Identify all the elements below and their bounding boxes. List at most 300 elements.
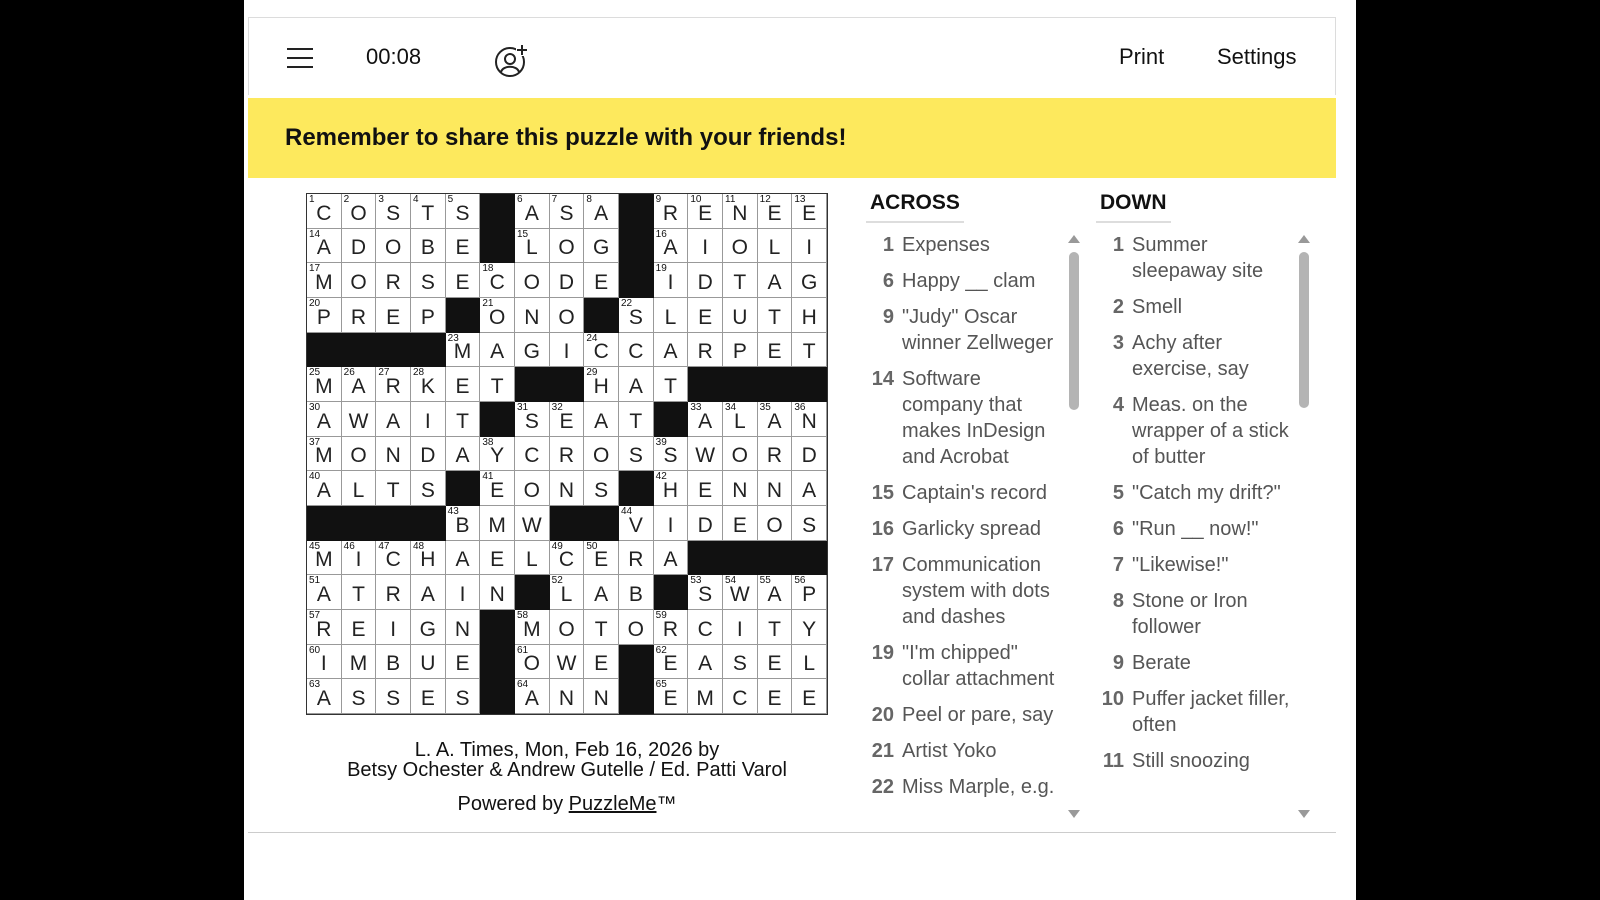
grid-cell[interactable] bbox=[723, 506, 758, 541]
grid-cell[interactable] bbox=[723, 471, 758, 506]
grid-cell[interactable] bbox=[376, 194, 411, 229]
grid-cell[interactable] bbox=[342, 645, 377, 680]
cell-letter: O bbox=[350, 444, 367, 468]
grid-cell[interactable] bbox=[550, 402, 585, 437]
grid-cell[interactable] bbox=[619, 575, 654, 610]
grid-cell[interactable] bbox=[515, 298, 550, 333]
cell-letter: N bbox=[732, 478, 748, 502]
grid-cell[interactable] bbox=[446, 229, 481, 264]
grid-cell[interactable] bbox=[758, 298, 793, 333]
grid-cell[interactable] bbox=[411, 610, 446, 645]
grid-cell[interactable] bbox=[411, 541, 446, 576]
grid-cell[interactable] bbox=[515, 263, 550, 298]
clue-number: 14 bbox=[871, 368, 894, 390]
cell-letter: C bbox=[732, 686, 748, 710]
cell-number: 23 bbox=[447, 332, 459, 344]
grid-cell[interactable] bbox=[584, 541, 619, 576]
scrollbar-thumb[interactable] bbox=[1069, 252, 1079, 410]
grid-cell[interactable] bbox=[480, 471, 515, 506]
menu-icon[interactable] bbox=[287, 48, 313, 68]
down-clue[interactable] bbox=[1092, 516, 1292, 542]
grid-cell[interactable] bbox=[654, 263, 689, 298]
grid-cell[interactable] bbox=[584, 471, 619, 506]
grid-cell[interactable] bbox=[480, 367, 515, 402]
grid-cell[interactable] bbox=[792, 298, 827, 333]
across-clue[interactable] bbox=[862, 268, 1062, 294]
grid-cell[interactable] bbox=[723, 575, 758, 610]
grid-cell[interactable] bbox=[792, 506, 827, 541]
grid-cell[interactable] bbox=[550, 610, 585, 645]
grid-cell[interactable] bbox=[792, 679, 827, 714]
cell-letter: O bbox=[731, 444, 748, 468]
grid-cell[interactable] bbox=[550, 263, 585, 298]
grid-cell[interactable] bbox=[411, 229, 446, 264]
grid-cell[interactable] bbox=[376, 541, 411, 576]
grid-cell[interactable] bbox=[446, 679, 481, 714]
cell-letter: P bbox=[802, 582, 817, 606]
grid-cell[interactable] bbox=[307, 645, 342, 680]
cell-letter: I bbox=[563, 340, 570, 364]
grid-cell[interactable] bbox=[307, 541, 342, 576]
down-clue[interactable] bbox=[1092, 650, 1292, 676]
grid-cell[interactable] bbox=[446, 333, 481, 368]
grid-cell[interactable] bbox=[654, 298, 689, 333]
cell-letter: L bbox=[768, 236, 781, 260]
grid-cell[interactable] bbox=[411, 645, 446, 680]
grid-cell[interactable] bbox=[584, 263, 619, 298]
grid-cell[interactable] bbox=[654, 679, 689, 714]
grid-cell[interactable] bbox=[550, 298, 585, 333]
across-heading[interactable]: ACROSS bbox=[866, 191, 964, 223]
across-clue[interactable] bbox=[862, 640, 1062, 692]
grid-cell[interactable] bbox=[411, 471, 446, 506]
grid-cell[interactable] bbox=[342, 298, 377, 333]
across-clue-list[interactable] bbox=[862, 232, 1062, 830]
grid-cell[interactable] bbox=[654, 645, 689, 680]
grid-cell[interactable] bbox=[446, 263, 481, 298]
grid-cell[interactable] bbox=[792, 402, 827, 437]
grid-cell[interactable] bbox=[584, 194, 619, 229]
cell-letter: D bbox=[697, 270, 713, 294]
down-clue[interactable] bbox=[1092, 588, 1292, 640]
grid-cell[interactable] bbox=[792, 194, 827, 229]
grid-cell[interactable] bbox=[411, 437, 446, 472]
across-clue[interactable] bbox=[862, 774, 1062, 800]
grid-cell[interactable] bbox=[480, 437, 515, 472]
grid-cell[interactable] bbox=[619, 402, 654, 437]
grid-cell[interactable] bbox=[758, 402, 793, 437]
clue-number: 4 bbox=[1112, 394, 1124, 416]
grid-cell[interactable] bbox=[515, 402, 550, 437]
grid-cell[interactable] bbox=[584, 333, 619, 368]
grid-cell[interactable] bbox=[688, 610, 723, 645]
grid-cell[interactable] bbox=[342, 263, 377, 298]
add-friend-icon[interactable] bbox=[494, 44, 528, 78]
clue-text: Meas. on the wrapper of a stick of butter bbox=[1132, 394, 1289, 468]
cell-number: 34 bbox=[725, 402, 737, 413]
cell-letter: N bbox=[558, 478, 575, 502]
grid-cell[interactable] bbox=[411, 298, 446, 333]
cell-letter: B bbox=[455, 513, 470, 537]
grid-cell[interactable] bbox=[550, 575, 585, 610]
grid-cell[interactable] bbox=[584, 645, 619, 680]
grid-cell[interactable] bbox=[723, 402, 758, 437]
grid-cell[interactable] bbox=[411, 367, 446, 402]
cell-letter: S bbox=[420, 478, 435, 502]
grid-cell[interactable] bbox=[480, 541, 515, 576]
cell-number: 47 bbox=[378, 540, 390, 552]
cell-letter: R bbox=[385, 270, 401, 294]
grid-cell[interactable] bbox=[792, 229, 827, 264]
scroll-down-icon[interactable] bbox=[1298, 810, 1310, 818]
grid-cell[interactable] bbox=[723, 229, 758, 264]
grid-cell[interactable] bbox=[688, 575, 723, 610]
cell-number: 17 bbox=[309, 263, 321, 275]
cell-letter: A bbox=[767, 582, 782, 606]
grid-cell[interactable] bbox=[688, 506, 723, 541]
cell-letter: E bbox=[455, 374, 470, 398]
clue-text: Achy after exercise, say bbox=[1132, 332, 1249, 380]
grid-cell[interactable] bbox=[307, 229, 342, 264]
grid-cell[interactable] bbox=[550, 194, 585, 229]
grid-cell[interactable] bbox=[342, 679, 377, 714]
grid-cell[interactable] bbox=[619, 333, 654, 368]
grid-cell[interactable] bbox=[515, 645, 550, 680]
grid-cell[interactable] bbox=[307, 402, 342, 437]
grid-cell[interactable] bbox=[480, 333, 515, 368]
cell-number: 13 bbox=[794, 194, 806, 205]
grid-cell[interactable] bbox=[723, 437, 758, 472]
grid-cell[interactable] bbox=[792, 333, 827, 368]
grid-cell[interactable] bbox=[342, 402, 377, 437]
grid-cell[interactable] bbox=[758, 645, 793, 680]
grid-cell[interactable] bbox=[584, 367, 619, 402]
cell-letter: E bbox=[663, 652, 678, 676]
cell-letter: N bbox=[593, 686, 609, 710]
clue-number: 15 bbox=[871, 482, 894, 504]
grid-cell[interactable] bbox=[411, 575, 446, 610]
grid-cell[interactable] bbox=[376, 679, 411, 714]
cell-number: 42 bbox=[655, 471, 667, 483]
grid-cell[interactable] bbox=[376, 437, 411, 472]
grid-cell[interactable] bbox=[411, 194, 446, 229]
grid-cell[interactable] bbox=[376, 645, 411, 680]
grid-cell[interactable] bbox=[584, 229, 619, 264]
across-clue[interactable] bbox=[862, 702, 1062, 728]
clue-text: "Judy" Oscar winner Zellweger bbox=[902, 306, 1054, 354]
grid-cell[interactable] bbox=[515, 437, 550, 472]
grid-cell[interactable] bbox=[376, 263, 411, 298]
grid-cell[interactable] bbox=[688, 645, 723, 680]
cell-letter: S bbox=[455, 201, 470, 225]
down-scrollbar[interactable] bbox=[1297, 232, 1311, 818]
down-clue[interactable] bbox=[1092, 748, 1292, 774]
grid-cell[interactable] bbox=[723, 333, 758, 368]
grid-cell[interactable] bbox=[480, 575, 515, 610]
grid-cell[interactable] bbox=[758, 471, 793, 506]
down-clue[interactable] bbox=[1092, 232, 1292, 284]
clue-text: "Run __ now!" bbox=[1132, 518, 1259, 540]
grid-cell[interactable] bbox=[480, 298, 515, 333]
grid-cell[interactable] bbox=[376, 610, 411, 645]
grid-cell[interactable] bbox=[792, 437, 827, 472]
down-clue[interactable] bbox=[1092, 330, 1292, 382]
down-clue-list[interactable] bbox=[1092, 232, 1292, 830]
cell-letter: A bbox=[663, 548, 678, 572]
grid-cell[interactable] bbox=[619, 437, 654, 472]
cell-letter: M bbox=[696, 686, 714, 710]
across-clue[interactable] bbox=[862, 516, 1062, 542]
grid-cell[interactable] bbox=[342, 471, 377, 506]
grid-cell[interactable] bbox=[550, 679, 585, 714]
grid-cell[interactable] bbox=[307, 471, 342, 506]
black-square bbox=[584, 506, 619, 541]
grid-cell[interactable] bbox=[515, 610, 550, 645]
grid-cell[interactable] bbox=[446, 194, 481, 229]
grid-cell[interactable] bbox=[758, 679, 793, 714]
across-clue[interactable] bbox=[862, 232, 1062, 258]
grid-cell[interactable] bbox=[550, 333, 585, 368]
grid-cell[interactable] bbox=[550, 645, 585, 680]
grid-cell[interactable] bbox=[376, 229, 411, 264]
grid-cell[interactable] bbox=[342, 610, 377, 645]
across-clue[interactable] bbox=[862, 366, 1062, 470]
across-clue[interactable] bbox=[862, 738, 1062, 764]
grid-cell[interactable] bbox=[792, 610, 827, 645]
grid-cell[interactable] bbox=[376, 471, 411, 506]
grid-cell[interactable] bbox=[688, 298, 723, 333]
down-clue[interactable] bbox=[1092, 480, 1292, 506]
grid-cell[interactable] bbox=[758, 229, 793, 264]
cell-letter: E bbox=[663, 686, 678, 710]
grid-cell[interactable] bbox=[376, 575, 411, 610]
cell-letter: O bbox=[558, 236, 575, 260]
grid-cell[interactable] bbox=[480, 506, 515, 541]
grid-cell[interactable] bbox=[758, 263, 793, 298]
grid-cell[interactable] bbox=[515, 541, 550, 576]
grid-cell[interactable] bbox=[446, 402, 481, 437]
cell-letter: E bbox=[490, 478, 505, 502]
cell-number: 30 bbox=[309, 402, 321, 413]
grid-cell[interactable] bbox=[515, 679, 550, 714]
grid-cell[interactable] bbox=[307, 194, 342, 229]
grid-cell[interactable] bbox=[376, 298, 411, 333]
grid-cell[interactable] bbox=[411, 263, 446, 298]
grid-cell[interactable] bbox=[584, 437, 619, 472]
cell-letter: L bbox=[664, 305, 677, 329]
cell-letter: M bbox=[315, 444, 333, 468]
cell-letter: S bbox=[732, 652, 747, 676]
grid-cell[interactable] bbox=[307, 575, 342, 610]
grid-cell[interactable] bbox=[758, 437, 793, 472]
grid-cell[interactable] bbox=[342, 437, 377, 472]
grid-cell[interactable] bbox=[584, 575, 619, 610]
grid-cell[interactable] bbox=[550, 471, 585, 506]
cell-number: 2 bbox=[343, 194, 350, 205]
grid-cell[interactable] bbox=[515, 471, 550, 506]
grid-cell[interactable] bbox=[654, 506, 689, 541]
grid-cell[interactable] bbox=[688, 402, 723, 437]
grid-cell[interactable] bbox=[342, 194, 377, 229]
cell-letter: A bbox=[316, 236, 331, 260]
grid-cell[interactable] bbox=[758, 610, 793, 645]
cell-letter: I bbox=[702, 236, 709, 260]
down-clue[interactable] bbox=[1092, 552, 1292, 578]
grid-cell[interactable] bbox=[723, 194, 758, 229]
cell-number: 3 bbox=[378, 194, 384, 205]
cell-letter: L bbox=[560, 582, 573, 606]
grid-cell[interactable] bbox=[515, 506, 550, 541]
credits-line-1: L. A. Times, Mon, Feb 16, 2026 by bbox=[414, 739, 720, 761]
cell-letter: E bbox=[420, 686, 435, 710]
grid-cell[interactable] bbox=[723, 645, 758, 680]
down-clue[interactable] bbox=[1092, 392, 1292, 470]
grid-cell[interactable] bbox=[515, 229, 550, 264]
grid-cell[interactable] bbox=[342, 367, 377, 402]
grid-cell[interactable] bbox=[792, 263, 827, 298]
grid-cell[interactable] bbox=[446, 506, 481, 541]
grid-cell[interactable] bbox=[515, 194, 550, 229]
cell-number: 51 bbox=[309, 575, 321, 587]
clue-text: Puffer jacket filler, often bbox=[1132, 688, 1290, 736]
grid-cell[interactable] bbox=[446, 645, 481, 680]
grid-cell[interactable] bbox=[307, 298, 342, 333]
grid-cell[interactable] bbox=[550, 541, 585, 576]
grid-cell[interactable] bbox=[654, 333, 689, 368]
grid-cell[interactable] bbox=[376, 402, 411, 437]
cell-letter: L bbox=[352, 478, 365, 502]
grid-cell[interactable] bbox=[654, 194, 689, 229]
print-button[interactable]: Print bbox=[1119, 44, 1165, 69]
scroll-up-icon[interactable] bbox=[1298, 235, 1310, 243]
cell-letter: A bbox=[767, 270, 782, 294]
grid-cell[interactable] bbox=[758, 194, 793, 229]
grid-cell[interactable] bbox=[446, 541, 481, 576]
grid-cell[interactable] bbox=[619, 506, 654, 541]
grid-cell[interactable] bbox=[688, 437, 723, 472]
cell-letter: T bbox=[352, 582, 365, 606]
grid-cell[interactable] bbox=[480, 263, 515, 298]
cell-letter: O bbox=[627, 617, 644, 641]
grid-cell[interactable] bbox=[723, 263, 758, 298]
grid-cell[interactable] bbox=[619, 541, 654, 576]
grid-cell[interactable] bbox=[792, 575, 827, 610]
grid-cell[interactable] bbox=[584, 610, 619, 645]
grid-cell[interactable] bbox=[342, 575, 377, 610]
grid-cell[interactable] bbox=[446, 437, 481, 472]
grid-cell[interactable] bbox=[550, 229, 585, 264]
across-clue[interactable] bbox=[862, 552, 1062, 630]
toolbar bbox=[248, 17, 1336, 95]
grid-cell[interactable] bbox=[688, 229, 723, 264]
grid-cell[interactable] bbox=[307, 437, 342, 472]
grid-cell[interactable] bbox=[654, 541, 689, 576]
grid-cell[interactable] bbox=[792, 471, 827, 506]
grid-cell[interactable] bbox=[619, 367, 654, 402]
grid-cell[interactable] bbox=[688, 263, 723, 298]
across-clue[interactable] bbox=[862, 304, 1062, 356]
grid-cell[interactable] bbox=[723, 298, 758, 333]
down-clue[interactable] bbox=[1092, 294, 1292, 320]
grid-cell[interactable] bbox=[688, 333, 723, 368]
grid-cell[interactable] bbox=[307, 679, 342, 714]
grid-cell[interactable] bbox=[723, 679, 758, 714]
cell-letter: O bbox=[488, 305, 506, 329]
clue-number: 10 bbox=[1101, 688, 1124, 710]
crossword-grid bbox=[306, 193, 828, 715]
clue-number: 5 bbox=[1112, 482, 1124, 504]
grid-cell[interactable] bbox=[446, 610, 481, 645]
grid-cell[interactable] bbox=[758, 333, 793, 368]
grid-cell[interactable] bbox=[307, 610, 342, 645]
grid-cell[interactable] bbox=[654, 229, 689, 264]
clue-text: "Catch my drift?" bbox=[1132, 482, 1281, 504]
cell-number: 62 bbox=[655, 644, 667, 656]
cell-letter: L bbox=[803, 652, 815, 676]
grid-cell[interactable] bbox=[758, 506, 793, 541]
across-scrollbar[interactable] bbox=[1067, 232, 1081, 818]
grid-cell[interactable] bbox=[619, 610, 654, 645]
grid-cell[interactable] bbox=[654, 610, 689, 645]
grid-cell[interactable] bbox=[515, 333, 550, 368]
puzzleme-link[interactable]: PuzzleMe bbox=[568, 793, 657, 815]
cell-letter: M bbox=[523, 617, 541, 641]
cell-letter: D bbox=[801, 444, 817, 468]
grid-cell[interactable] bbox=[411, 679, 446, 714]
clue-text: "I'm chipped" collar attachment bbox=[902, 642, 1055, 690]
cell-letter: E bbox=[490, 548, 505, 572]
cell-letter: M bbox=[315, 374, 333, 398]
clue-number: 3 bbox=[1112, 332, 1124, 354]
grid-cell[interactable] bbox=[411, 402, 446, 437]
grid-cell[interactable] bbox=[584, 679, 619, 714]
scroll-down-icon[interactable] bbox=[1068, 810, 1080, 818]
cell-number: 8 bbox=[586, 194, 592, 205]
grid-cell[interactable] bbox=[654, 367, 689, 402]
grid-cell[interactable] bbox=[307, 367, 342, 402]
down-heading[interactable]: DOWN bbox=[1096, 191, 1171, 223]
grid-cell[interactable] bbox=[688, 679, 723, 714]
down-clue[interactable] bbox=[1092, 686, 1292, 738]
scroll-up-icon[interactable] bbox=[1068, 235, 1080, 243]
grid-cell[interactable] bbox=[619, 298, 654, 333]
grid-cell[interactable] bbox=[446, 575, 481, 610]
grid-cell[interactable] bbox=[446, 367, 481, 402]
grid-cell[interactable] bbox=[688, 194, 723, 229]
grid-cell[interactable] bbox=[307, 263, 342, 298]
grid-cell[interactable] bbox=[342, 229, 377, 264]
cell-number: 44 bbox=[621, 506, 633, 517]
settings-button[interactable]: Settings bbox=[1217, 44, 1297, 69]
cell-letter: P bbox=[316, 305, 331, 329]
grid-cell[interactable] bbox=[723, 610, 758, 645]
cell-letter: T bbox=[386, 478, 400, 502]
black-square bbox=[723, 541, 758, 576]
grid-cell[interactable] bbox=[342, 541, 377, 576]
grid-cell[interactable] bbox=[688, 471, 723, 506]
scrollbar-thumb[interactable] bbox=[1299, 252, 1309, 408]
grid-cell[interactable] bbox=[550, 437, 585, 472]
grid-cell[interactable] bbox=[376, 367, 411, 402]
grid-cell[interactable] bbox=[654, 471, 689, 506]
grid-cell[interactable] bbox=[584, 402, 619, 437]
grid-cell[interactable] bbox=[758, 575, 793, 610]
cell-letter: E bbox=[455, 270, 470, 294]
grid-cell[interactable] bbox=[654, 437, 689, 472]
across-clue[interactable] bbox=[862, 480, 1062, 506]
grid-cell[interactable] bbox=[792, 645, 827, 680]
cell-number: 55 bbox=[759, 575, 771, 587]
